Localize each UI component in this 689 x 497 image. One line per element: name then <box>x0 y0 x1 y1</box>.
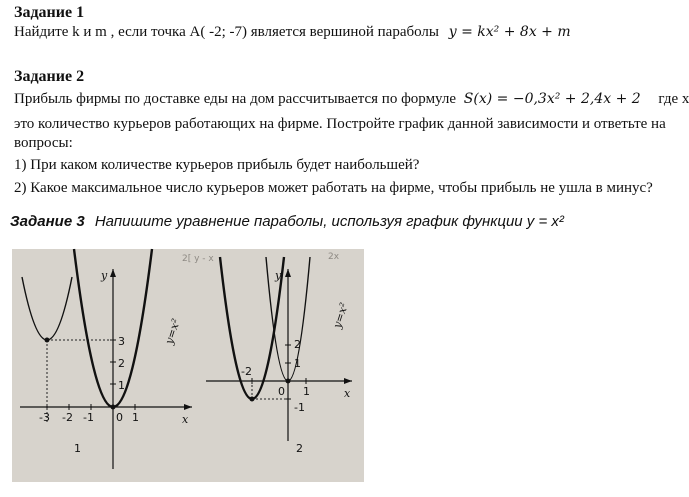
task3-line <box>10 213 564 230</box>
graph2-number-label: 2 <box>296 442 303 455</box>
task2-line1-tail: где x <box>658 91 689 107</box>
task2-line1-text: Прибыль фирмы по доставке еды на дом рассчитывается по формуле <box>14 91 457 107</box>
task2-line3: вопросы: <box>14 135 73 151</box>
graph2-curve-label: y=x² <box>330 301 351 330</box>
task2-title: Задание 2 <box>14 68 85 85</box>
task1-title: Задание 1 <box>14 4 85 21</box>
task1-statement: Найдите k и m , если точка A( -2; -7) является вершиной параболы <box>14 24 439 40</box>
graph2-x-arrow <box>344 378 352 384</box>
graph1-y-label: y <box>101 269 108 282</box>
graph1-curve-label: y=x² <box>162 317 183 346</box>
task3-text: Напишите уравнение параболы, используя график функции y = x² <box>94 213 564 230</box>
graph2-origin-point <box>286 379 291 384</box>
task3-title: Задание 3 <box>10 213 85 230</box>
parabola-figure <box>12 249 364 482</box>
task2-question2: 2) Какое максимальное число курьеров может работать на фирме, чтобы прибыль не ушла в минус? <box>14 180 653 196</box>
ghost-text: 2[ y - x <box>182 254 214 264</box>
graph1-y-tick-label: 2 <box>118 357 125 370</box>
graph1-x-tick-label: 0 <box>116 411 123 424</box>
graph2-y-tick-label: -1 <box>294 401 305 414</box>
graph1-x-tick-label: -2 <box>62 411 73 424</box>
graph1-x-tick-label: -1 <box>83 411 94 424</box>
task2-line2: это количество курьеров работающих на фирме. Постройте график данной зависимости и ответьте на <box>14 116 666 132</box>
task2-line1 <box>14 91 689 108</box>
graph2-x-tick-label: -2 <box>241 365 252 378</box>
task1-text <box>14 24 571 41</box>
graph1 <box>20 249 192 469</box>
task1-formula: y = kx² + 8x + m <box>448 24 571 40</box>
graph2-y-label: y <box>275 269 282 282</box>
ghost-text: 2x <box>328 252 340 262</box>
parabola-graphs <box>12 249 364 482</box>
graph1-y-arrow <box>110 269 116 277</box>
graph1-vertex-point <box>45 338 50 343</box>
graph2-x-tick-label: 1 <box>303 385 310 398</box>
graph1-number-label: 1 <box>74 442 81 455</box>
graph2-vertex-point <box>250 397 255 402</box>
task2-formula: S(x) = −0,3x² + 2,4x + 2 <box>463 91 641 107</box>
task2-question1: 1) При каком количестве курьеров прибыль будет наибольшей? <box>14 157 420 173</box>
graph2-y-tick-label: 1 <box>294 357 301 370</box>
graph1-x-tick-label: -3 <box>39 411 50 424</box>
graph2-y-tick-label: 2 <box>294 338 301 351</box>
graph1-x-tick-label: 1 <box>132 411 139 424</box>
graph1-x-label: x <box>182 413 189 426</box>
graph2-y-arrow <box>285 269 291 277</box>
graph2 <box>206 257 352 455</box>
graph1-y-tick-label: 1 <box>118 379 125 392</box>
graph1-origin-point <box>111 405 116 410</box>
graph1-shifted-parabola <box>22 277 72 340</box>
graph1-y-tick-label: 3 <box>118 335 125 348</box>
graph2-x-label: x <box>344 387 351 400</box>
graph2-x-tick-label: 0 <box>278 385 285 398</box>
graph1-x-arrow <box>184 404 192 410</box>
